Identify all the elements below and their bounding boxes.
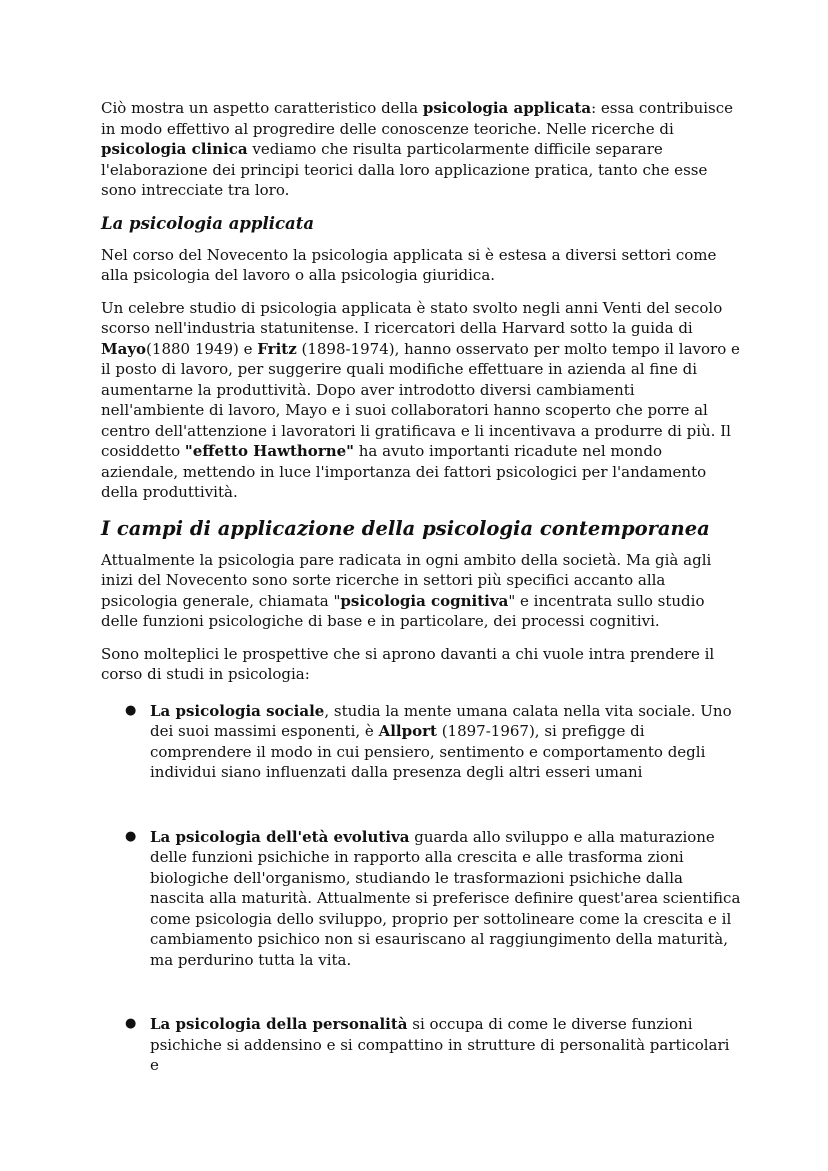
term-psicologia-personalita: La psicologia della personalità <box>150 1015 408 1033</box>
paragraph-novecento: Nel corso del Novecento la psicologia applicata si è estesa a diversi settori come alla psicologia del lavoro o alla psicologia giuridica. <box>101 245 717 284</box>
term-effetto-hawthorne: "effetto Hawthorne" <box>184 442 354 460</box>
name-mayo: Mayo <box>101 339 147 358</box>
paragraph-attualmente <box>101 550 741 632</box>
bullet-icon: ● <box>125 702 137 718</box>
term-psicologia-cognitiva: psicologia cognitiva <box>340 591 509 610</box>
list-item-sociale <box>101 701 741 783</box>
text: si occupa di come le diverse funzioni psichiche si addensino e si compattino in strutture di personalità particolari e <box>150 1015 730 1074</box>
name-fritz: Fritz <box>257 339 297 358</box>
list-item-personalita <box>101 1014 741 1076</box>
text: ha avuto importanti ricadute nel mondo aziendale, mettendo in luce l'importanza dei fattori psicologici per l'andamento della produttività. <box>101 442 707 501</box>
text: vediamo che risulta particolarmente difficile separare l'elaborazione dei principi teorici dalla loro applicazione pratica, tanto che esse sono intrecciate tra loro. <box>101 140 708 199</box>
bullet-list <box>101 701 741 1076</box>
name-allport: Allport <box>378 722 437 740</box>
term-psicologia-eta-evolutiva: La psicologia dell'età evolutiva <box>150 827 410 846</box>
text: (1897-1967), si prefigge di comprendere il modo in cui pensiero, sentimento e comportamento degli individui siano influenzati dalla presenza degli altri esseri umani <box>150 722 706 781</box>
text: , studia la mente umana calata nella vita sociale. Uno dei suoi massimi esponenti, è <box>150 701 732 740</box>
bullet-icon: ● <box>125 828 137 844</box>
list-item-eta-evolutiva <box>101 827 741 971</box>
bullet-icon: ● <box>125 1016 137 1031</box>
document-page <box>101 98 741 1076</box>
paragraph-prospettive: Sono molteplici le prospettive che si aprono davanti a chi vuole intra prendere il corso di studi in psicologia: <box>101 644 715 683</box>
term-psicologia-applicata: psicologia applicata <box>422 99 592 117</box>
paragraph-intro <box>101 98 741 201</box>
text: " e incentrata sullo studio delle funzioni psicologiche di base e in particolare, dei processi cognitivi. <box>101 591 705 630</box>
paragraph-hawthorne <box>101 298 741 503</box>
subheading-psicologia-applicata: La psicologia applicata <box>101 213 315 233</box>
text: guarda allo sviluppo e alla maturazione delle funzioni psichiche in rapporto alla crescita e alle trasforma zioni biologiche dell'organismo, studiando le trasformazioni psichiche dalla nascita alla maturità. Attualmente si preferisce definire quest'area scientifica come psicologia dello sviluppo, proprio per sottolineare come la crescita e il cambiamento psichico non si esauriscano al raggiungimento della maturità, ma perdurino tutta la vita. <box>150 827 741 969</box>
text: : essa contribuisce in modo effettivo al progredire delle conoscenze teoriche. Nelle ricerche di <box>101 99 734 138</box>
text: Attualmente la psicologia pare radicata in ogni ambito della società. Ma già agli inizi del Novecento sono sorte ricerche in settori più specifici accanto alla psicologia generale, chiamata " <box>101 550 712 610</box>
term-psicologia-sociale: La psicologia sociale <box>150 701 325 720</box>
section-heading-campi: I campi di applicazione della psicologia contemporanea <box>101 516 710 540</box>
text: (1898-1974), hanno osservato per molto tempo il lavoro e il posto di lavoro, per suggerire quali modifiche effettuare in azienda al fine di aumentarne la produttività. Dopo aver introdotto diversi cambiamenti nell'ambiente di lavoro, Mayo e i suoi collaboratori hanno scoperto che porre al centro dell'attenzione i lavoratori li gratificava e li incentivava a produrre di più. Il cosiddetto <box>101 339 740 460</box>
text: Ciò mostra un aspetto caratteristico della <box>101 99 423 117</box>
text: (1880 1949) e <box>146 339 258 358</box>
text: Un celebre studio di psicologia applicata è stato svolto negli anni Venti del secolo scorso nell'industria statunitense. I ricercatori della Harvard sotto la guida di <box>101 298 723 337</box>
term-psicologia-clinica: psicologia clinica <box>101 140 248 158</box>
